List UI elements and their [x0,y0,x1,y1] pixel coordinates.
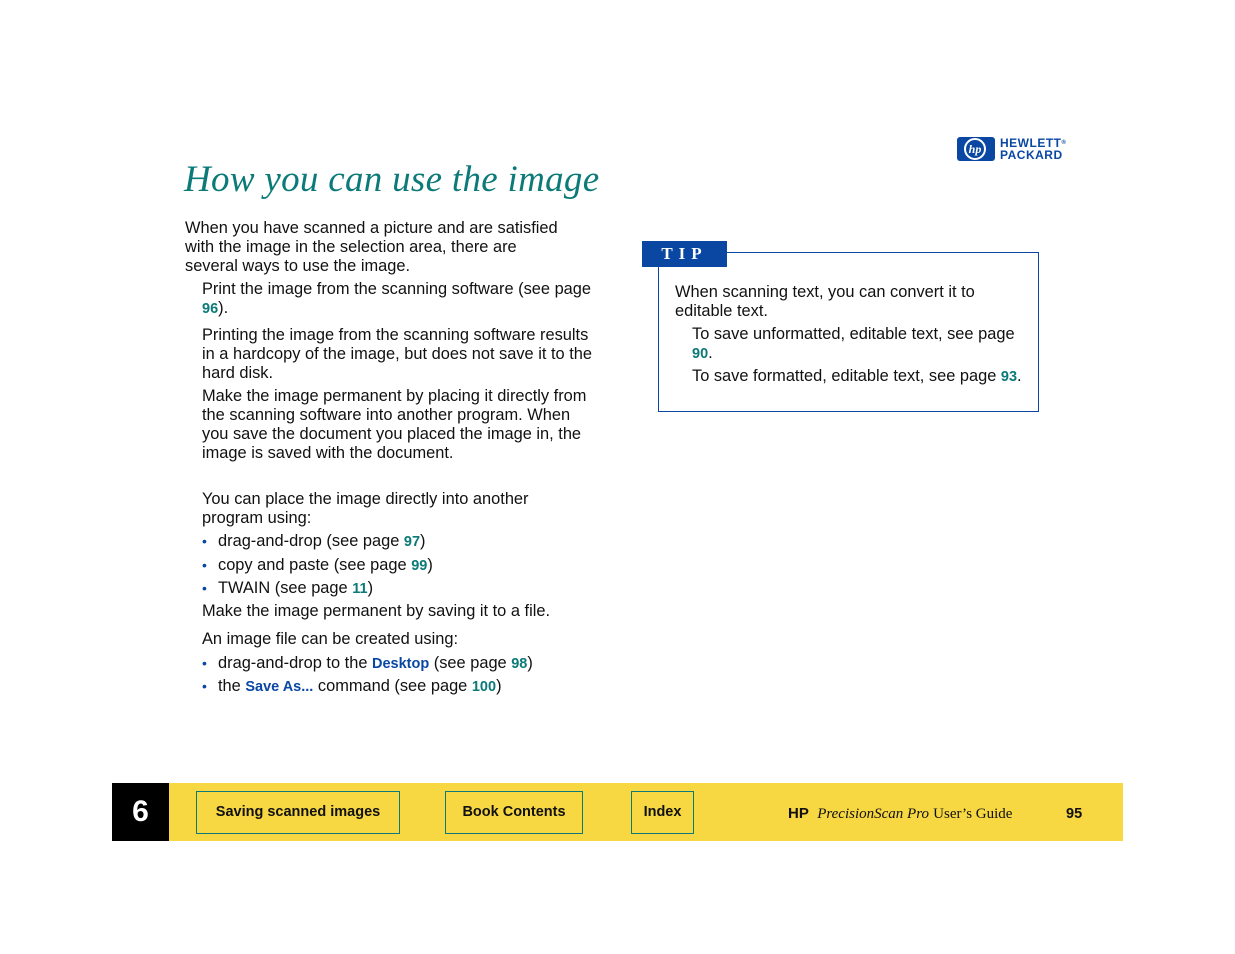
hp-logo-icon [957,137,995,161]
logo-line2: PACKARD [1000,148,1063,162]
page-link-11[interactable]: 11 [352,581,368,597]
page-number: 95 [1066,806,1083,822]
paragraph-print-text: Print the image from the scanning software (see page [202,280,592,298]
list-item-text: the [218,677,246,695]
list-item-end: ) [367,579,374,597]
desktop-command-link[interactable]: Desktop [372,656,430,672]
guide-product: PrecisionScan Pro [817,806,929,822]
bullet-icon: • [202,655,207,671]
saving-scanned-images-button[interactable]: Saving scanned images [196,791,400,834]
list-item-text: drag-and-drop (see page [218,532,404,550]
list-item-end: ) [427,556,433,574]
list-item-text: copy and paste (see page [218,556,412,574]
list-item [202,556,433,576]
tip-item-unformatted [692,325,1022,364]
tip-item-formatted [692,367,1022,387]
tip-item-end: . [1017,367,1022,385]
paragraph-place: Make the image permanent by placing it directly from the scanning software into another program. When you save the document you placed the image in, the image is saved with the document. [202,387,587,462]
paragraph-print-end: ). [218,299,229,317]
list-item [202,579,373,599]
list-item-end: ) [527,654,533,672]
bullet-icon: • [202,678,207,694]
guide-suffix: User’s Guide [933,806,1013,822]
logo-wordmark [1000,137,1066,161]
paragraph-print [202,280,594,319]
page-link-96[interactable]: 96 [202,301,219,317]
guide-title [788,804,1012,824]
bullet-icon: • [202,533,207,549]
list-item-end: ) [496,677,502,695]
logo-line1: HEWLETT [1000,136,1062,150]
list-item [202,532,426,552]
guide-brand: HP [788,805,809,822]
page-link-90[interactable]: 90 [692,346,709,362]
list-item-end: ) [420,532,426,550]
index-button[interactable]: Index [631,791,694,834]
tip-intro: When scanning text, you can convert it to editable text. [675,283,975,320]
list-item-text: drag-and-drop to the [218,654,372,672]
list-item [202,677,502,697]
save-as-command-link[interactable]: Save As... [245,679,314,695]
page-link-100[interactable]: 100 [471,679,497,695]
tip-item-text: To save formatted, editable text, see page [692,367,1001,385]
list-item-mid: command (see page [313,677,472,695]
tip-label: TIP [642,241,727,267]
tip-item-text: To save unformatted, editable text, see page [692,325,1015,343]
list-item-mid: (see page [429,654,512,672]
paragraph-save-file: Make the image permanent by saving it to a file. [202,602,551,620]
page-link-93[interactable]: 93 [1000,369,1018,385]
paragraph-print-note: Printing the image from the scanning software results in a hardcopy of the image, but does not save it to the hard disk. [202,326,592,382]
paragraph-place-methods: You can place the image directly into another program using: [202,490,529,527]
page-link-97[interactable]: 97 [403,534,421,550]
tip-item-end: . [708,344,713,362]
page-title: How you can use the image [184,159,600,200]
bullet-icon: • [202,580,207,596]
chapter-number: 6 [112,783,169,841]
list-item [202,654,533,674]
hp-logo-mark: hp [964,138,986,160]
page-link-98[interactable]: 98 [511,656,528,672]
intro-paragraph: When you have scanned a picture and are satisfied with the image in the selection area, there are several ways to use the image. [185,219,558,275]
logo-trademark: ® [1061,140,1067,146]
hewlett-packard-logo [957,137,1079,163]
book-contents-button[interactable]: Book Contents [445,791,583,834]
page-link-99[interactable]: 99 [411,558,428,574]
paragraph-file-methods: An image file can be created using: [202,630,459,648]
bullet-icon: • [202,557,207,573]
list-item-text: TWAIN (see page [218,579,353,597]
